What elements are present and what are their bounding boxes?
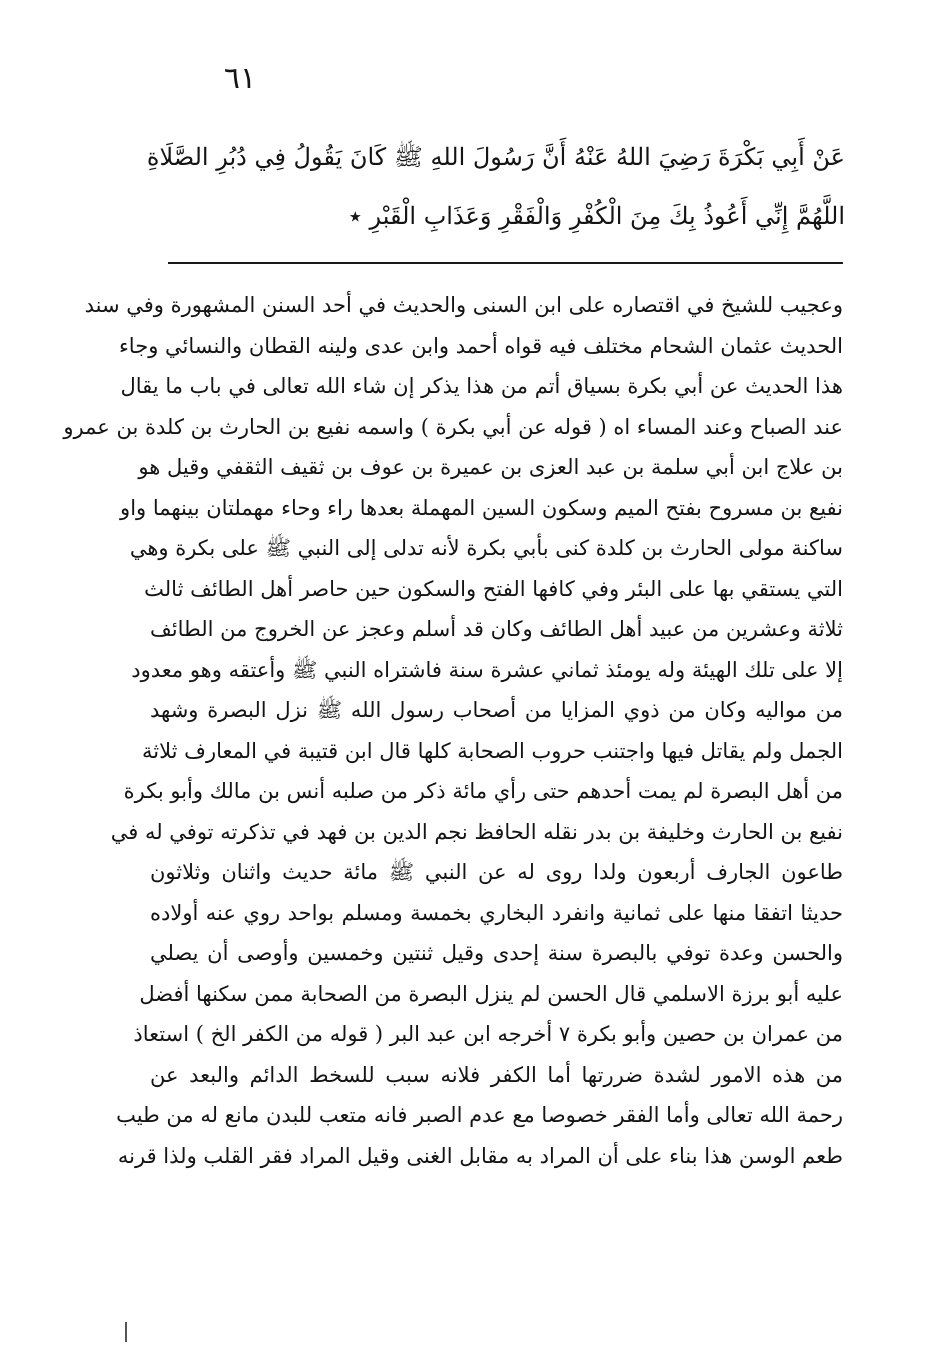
commentary-line: عند الصباح وعند المساء اه ( قوله عن أبي بكرة ) واسمه نفيع بن الحارث بن كلدة بن عمرو [63, 414, 843, 439]
commentary-line: هذا الحديث عن أبي بكرة بسياق أتم من هذا يذكر إن شاء الله تعالى في باب ما يقال [120, 374, 843, 398]
hadith-line: اللَّهُمَّ إِنِّي أَعُوذُ بِكَ مِنَ الْكُفْرِ وَالْفَقْرِ وَعَذَابِ الْقَبْرِ ٭ [348, 202, 845, 230]
commentary-line: وعجيب للشيخ في اقتصاره على ابن السنى والحديث في أحد السنن المشهورة وفي سند [84, 293, 843, 317]
commentary-line: التي يستقي بها على البئر وفي كافها الفتح والسكون حين حاصر أهل الطائف ثالث [144, 576, 843, 601]
commentary-line: من عمران بن حصين وأبو بكرة ٧ أخرجه ابن عبد البر ( قوله من الكفر الخ ) استعاذ [133, 1022, 843, 1046]
commentary-line: ثلاثة وعشرين من عبيد أهل الطائف وكان قد أسلم وعجز عن الخروج من الطائف [150, 617, 843, 641]
commentary-line: ساكنة مولى الحارث بن كلدة كنى بأبي بكرة لأنه تدلى إلى النبي ﷺ على بكرة وهي [129, 536, 843, 560]
commentary-line: الجمل ولم يقاتل فيها واجتنب حروب الصحابة كلها قال ابن قتيبة في المعارف ثلاثة [142, 738, 843, 763]
commentary-line: عليه أبو برزة الاسلمي قال الحسن لم ينزل البصرة من الصحابة ممن سكنها أفضل [139, 981, 843, 1006]
commentary-line: من هذه الامور لشدة ضررتها أما الكفر فلانه سبب للسخط الدائم والبعد عن [150, 1062, 843, 1087]
commentary-line: إلا على تلك الهيئة وله يومئذ ثماني عشرة سنة فاشتراه النبي ﷺ وأعتقه وهو معدود [131, 657, 843, 682]
commentary-line: رحمة الله تعالى وأما الفقر خصوصا مع عدم الصبر فانه متعب للبدن مانع له من طيب [116, 1103, 843, 1127]
hadith-text [140, 128, 845, 246]
commentary-line: طاعون الجارف أربعون ولدا روى له عن النبي ﷺ مائة حديث واثنان وثلاثون [150, 860, 843, 884]
commentary-line: بن علاج ابن أبي سلمة بن عبد العزى بن عميرة بن عوف بن ثقيف الثقفي وقيل هو [138, 455, 843, 479]
commentary-line: نفيع بن مسروح بفتح الميم وسكون السين المهملة بعدها راء وحاء مهملتان بينهما واو [120, 495, 843, 520]
commentary-line: الحديث عثمان الشحام مختلف فيه قواه أحمد وابن عدى ولينه القطان والنسائي وجاء [118, 333, 843, 358]
separator-rule [168, 262, 843, 264]
commentary-line: طعم الوسن هذا بناء على أن المراد به مقابل الغنى وقيل المراد فقر القلب ولذا قرنه [117, 1143, 843, 1168]
commentary-line: من أهل البصرة لم يمت أحدهم حتى رأي مائة ذكر من صلبه أنس بن مالك وأبو بكرة [123, 779, 843, 803]
hadith-line: عَنْ أَبِي بَكْرَةَ رَضِيَ اللهُ عَنْهُ أَنَّ رَسُولَ اللهِ ﷺ كَانَ يَقُولُ فِي دُبُرِ الصَّلَاةِ [146, 143, 845, 171]
commentary-line: والحسن وعدة توفي بالبصرة سنة إحدى وقيل ثنتين وخمسين وأوصى أن يصلي [150, 941, 843, 965]
commentary-line: نفيع بن الحارث وخليفة بن بدر نقله الحافظ نجم الدين بن فهد في تذكرته توفي له في [110, 819, 843, 844]
commentary-line: حديثا اتفقا منها على ثمانية وانفرد البخاري بخمسة ومسلم بواحد روي عنه أولاده [150, 900, 843, 925]
commentary-line: من مواليه وكان من ذوي المزايا من أصحاب رسول الله ﷺ نزل البصرة وشهد [150, 698, 843, 722]
page-number: ٦١ [223, 61, 257, 96]
commentary-text [63, 285, 843, 1176]
margin-mark [125, 1322, 127, 1342]
